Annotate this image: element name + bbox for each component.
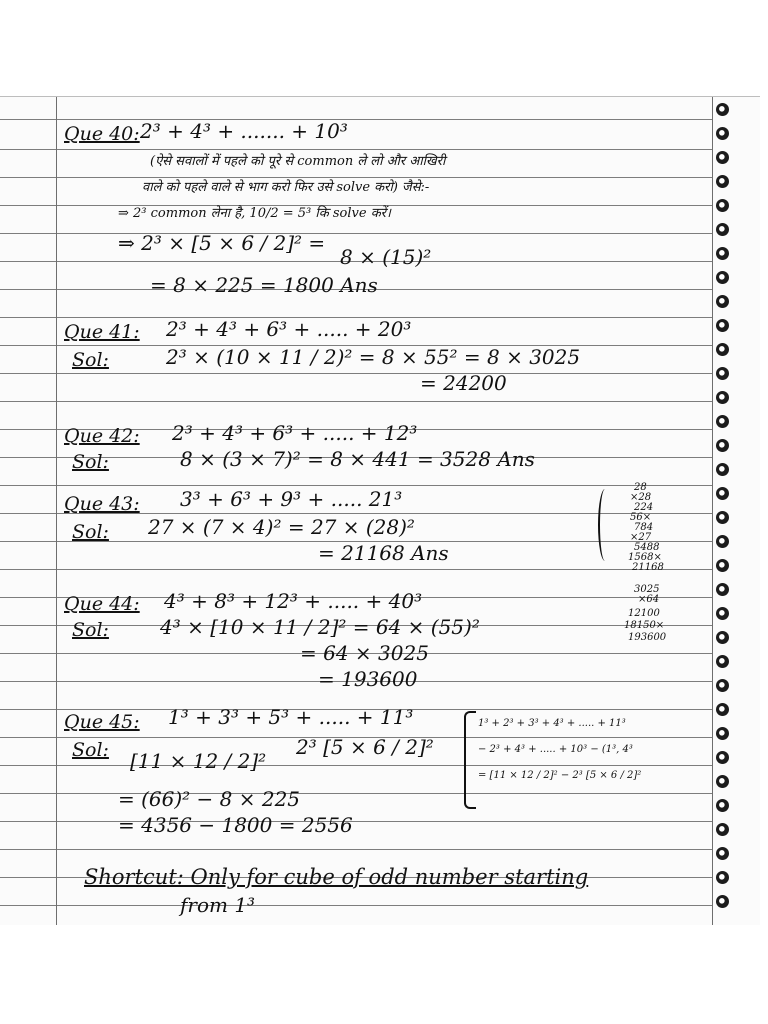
q43-side-calc-line: 56× [630,512,652,523]
binding-hole [716,847,729,860]
q42-label: Que 42: [64,425,140,447]
q40-step-1: ⇒ 2³ × [5 × 6 / 2]² = [118,231,326,255]
binding-hole [716,655,729,668]
q44-label: Que 44: [64,593,140,615]
binding-hole [716,415,729,428]
ruled-line [0,119,712,120]
ruled-line [0,401,712,402]
binding-hole [716,511,729,524]
q43-label: Que 43: [64,493,140,515]
binding-hole [716,175,729,188]
q43-side-calc-line: 28 [634,482,647,493]
q45-step-1b: 2³ [5 × 6 / 2]² [296,735,434,759]
ruled-line [0,177,712,178]
ruled-line [0,149,712,150]
ruled-line [0,821,712,822]
q43-side-calc-bracket [598,489,612,561]
q40-step-2: = 8 × 225 = 1800 Ans [150,273,378,297]
q43-side-calc-line: ×28 [630,492,652,503]
shortcut-line-1: Shortcut: Only for cube of odd number starting [84,865,589,889]
q43-side-calc-line: 5488 [634,542,660,553]
ruled-line [0,569,712,570]
q45-step-1a: [11 × 12 / 2]² [130,749,267,773]
binding-hole [716,319,729,332]
binding-hole [716,271,729,284]
q44-side-calc-line: 3025 [634,584,660,595]
q43-side-calc-line: 21168 [632,562,664,573]
q40-note-line-1: (ऐसे सवालों में पहले को पूरे से common ले लो और आखिरी [150,154,446,169]
binding-hole [716,703,729,716]
q43-side-calc-line: ×27 [630,532,652,543]
q40-step-1b: 8 × (15)² [340,245,432,269]
binding-hole [716,559,729,572]
q41-label: Que 41: [64,321,140,343]
binding-hole [716,367,729,380]
binding-hole [716,487,729,500]
q44-side-calc-line: 12100 [628,608,660,619]
q43-side-calc-line: 1568× [628,552,662,563]
q45-step-2: = (66)² − 8 × 225 [118,787,301,811]
q43-question: 3³ + 6³ + 9³ + ..... 21³ [180,487,403,511]
q42-step-1: 8 × (3 × 7)² = 8 × 441 = 3528 Ans [180,447,535,471]
shortcut-line-2: from 1³ [180,893,256,917]
right-margin-line [712,97,713,925]
binding-hole [716,247,729,260]
binding-hole [716,631,729,644]
q44-sol-label: Sol: [72,619,109,641]
ruled-line [0,485,712,486]
q44-side-calc-line: 193600 [628,632,667,643]
binding-hole [716,463,729,476]
q41-step-2: = 24200 [420,371,507,395]
ruled-line [0,849,712,850]
q45-sol-label: Sol: [72,739,109,761]
q42-question: 2³ + 4³ + 6³ + ..... + 12³ [172,421,418,445]
q45-side-line-1: 1³ + 2³ + 3³ + 4³ + ..... + 11³ [478,718,626,729]
q44-side-calc-line: ×64 [638,594,660,605]
binding-hole [716,679,729,692]
binding-hole [716,127,729,140]
spiral-binding [716,97,734,925]
q41-question: 2³ + 4³ + 6³ + ..... + 20³ [166,317,412,341]
binding-hole [716,151,729,164]
q44-step-1: 4³ × [10 × 11 / 2]² = 64 × (55)² [160,615,480,639]
q44-side-calc-line: 18150× [624,620,665,631]
ruled-line [0,905,712,906]
binding-hole [716,751,729,764]
binding-hole [716,871,729,884]
q44-step-3: = 193600 [318,667,418,691]
binding-hole [716,439,729,452]
q44-question: 4³ + 8³ + 12³ + ..... + 40³ [164,589,423,613]
binding-hole [716,895,729,908]
q45-step-3: = 4356 − 1800 = 2556 [118,813,353,837]
ruled-line [0,765,712,766]
q41-sol-label: Sol: [72,349,109,371]
q40-note-line-2: वाले को पहले वाले से भाग करो फिर उसे solve करो) जैसे:- [142,180,430,195]
q45-side-line-2: − 2³ + 4³ + ..... + 10³ − (1³, 4³ [478,744,633,755]
q42-sol-label: Sol: [72,451,109,473]
q40-question: 2³ + 4³ + ....... + 10³ [140,119,348,143]
left-margin-line [56,97,57,925]
q45-label: Que 45: [64,711,140,733]
ruled-line [0,373,712,374]
ruled-line [0,233,712,234]
binding-hole [716,295,729,308]
binding-hole [716,823,729,836]
q45-side-line-3: = [11 × 12 / 2]² − 2³ [5 × 6 / 2]² [478,770,642,781]
binding-hole [716,583,729,596]
q40-label: Que 40: [64,123,140,145]
q45-side-work-bracket [464,711,476,809]
q44-step-2: = 64 × 3025 [300,641,429,665]
ruled-line [0,793,712,794]
binding-hole [716,391,729,404]
binding-hole [716,199,729,212]
binding-hole [716,223,729,236]
binding-hole [716,103,729,116]
q41-step-1: 2³ × (10 × 11 / 2)² = 8 × 55² = 8 × 3025 [166,345,581,369]
binding-hole [716,799,729,812]
binding-hole [716,607,729,620]
q43-step-1: 27 × (7 × 4)² = 27 × (28)² [148,515,415,539]
notebook-page [0,96,760,925]
binding-hole [716,775,729,788]
q43-sol-label: Sol: [72,521,109,543]
q40-note-line-3: ⇒ 2³ common लेना है, 10/2 = 5³ कि solve करें। [118,206,391,221]
q43-side-calc-line: 224 [634,502,654,513]
binding-hole [716,343,729,356]
q43-step-2: = 21168 Ans [318,541,449,565]
binding-hole [716,727,729,740]
binding-hole [716,535,729,548]
q43-side-calc-line: 784 [634,522,654,533]
q45-question: 1³ + 3³ + 5³ + ..... + 11³ [168,705,414,729]
